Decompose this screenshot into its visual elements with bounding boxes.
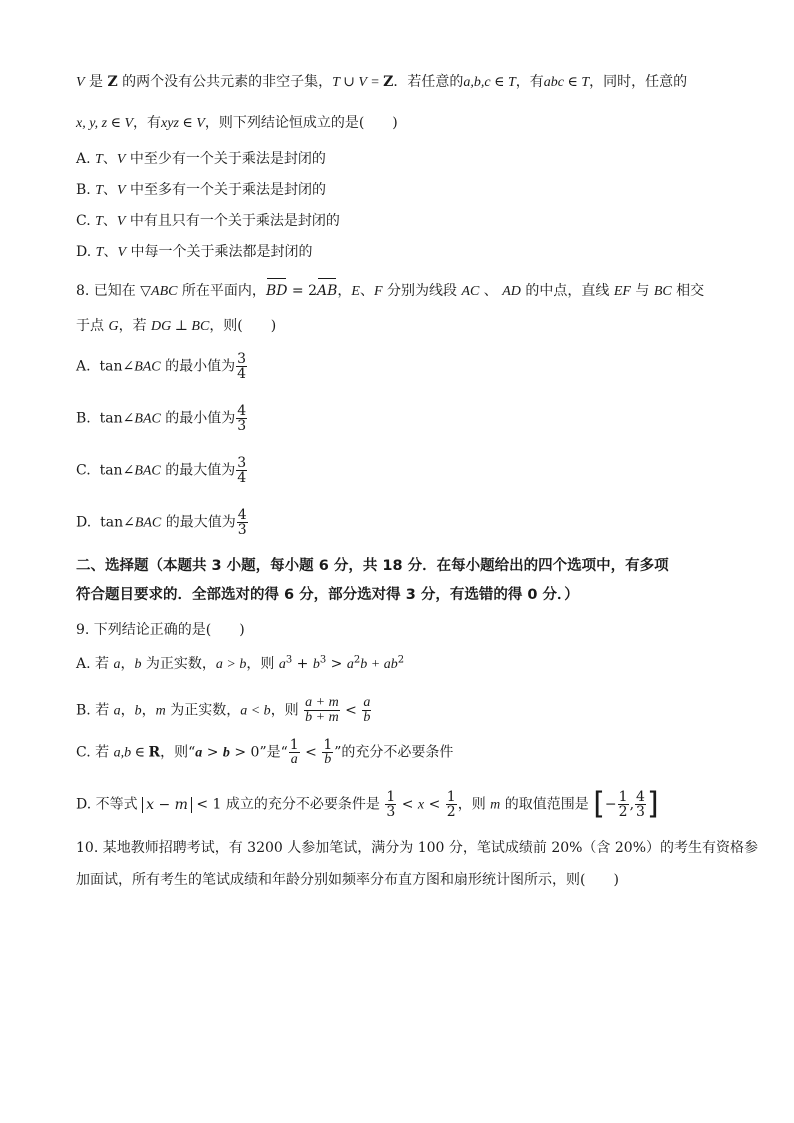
q9-option-b[interactable]: B. 若 a，b，m 为正实数，a < b，则 $\frac{a + m}{b + m}$ < $\frac{a}{b}$ — [76, 695, 371, 725]
vector-ab: AB — [317, 283, 338, 299]
fraction: $\frac{3}{4}$ — [237, 455, 247, 486]
section-heading-line2: 符合题目要求的．全部选对的得 6 分，部分选对得 3 分，有选错的得 0 分．） — [76, 587, 579, 603]
q7-option-d[interactable]: D. T、V 中每一个关于乘法都是封闭的 — [76, 244, 313, 260]
q7-option-b[interactable]: B. T、V 中至多有一个关于乘法是封闭的 — [76, 182, 327, 198]
fraction: $\frac{1}{a}$ — [289, 737, 299, 767]
vector-bd: BD — [265, 283, 288, 299]
fraction: $\frac{4}{3}$ — [237, 403, 247, 434]
q7-stem-line1: V 是 Z 的两个没有公共元素的非空子集，T ∪ V = Z．若任意的a,b,c ∈ T，有abc ∈ T，同时，任意的 — [76, 74, 688, 90]
q7-stem-line2: x, y, z ∈ V，有xyz ∈ V，则下列结论恒成立的是( ) — [76, 115, 398, 131]
q8-stem-line2: 于点 G，若 DG ⊥ BC，则( ) — [76, 318, 277, 334]
q9-option-a[interactable]: A. 若 a，b 为正实数，a > b，则 $a^3 + b^3 > a^2b + ab^2$ — [76, 654, 405, 672]
fraction: $\frac{1}{2}$ — [618, 789, 628, 820]
q10-stem-line2: 加面试，所有考生的笔试成绩和年龄分别如频率分布直方图和扇形统计图所示，则( ) — [76, 872, 619, 888]
q9-stem: 9. 下列结论正确的是( ) — [76, 622, 245, 638]
q9-option-d[interactable]: D. 不等式 x − m < 1 成立的充分不必要条件是 $\frac{1}{3}$ < x < $\frac{1}{2}$ ，则 m 的取值范围是 [− $\frac{1}{2}$ , $\frac{4}{3}$ ] — [76, 786, 659, 822]
fraction: $\frac{1}{b}$ — [323, 737, 333, 767]
q8-option-b[interactable]: B. tan∠BAC 的最小值为 $\frac{4}{3}$ — [76, 403, 247, 434]
fraction: $\frac{3}{4}$ — [237, 351, 247, 382]
fraction: $\frac{4}{3}$ — [636, 789, 645, 820]
fraction: $\frac{4}{3}$ — [237, 507, 247, 538]
absolute-value: x − m — [142, 797, 192, 813]
q7-option-a[interactable]: A. T、V 中至少有一个关于乘法是封闭的 — [76, 151, 326, 167]
fraction: $\frac{a + m}{b + m}$ — [305, 695, 339, 725]
q9-option-c[interactable]: C. 若 a,b ∈ R，则“a > b > 0”是“ $\frac{1}{a}$ < $\frac{1}{b}$ ”的充分不必要条件 — [76, 737, 454, 767]
q8-option-d[interactable]: D. tan∠BAC 的最大值为 $\frac{4}{3}$ — [76, 507, 247, 538]
q8-option-c[interactable]: C. tan∠BAC 的最大值为 $\frac{3}{4}$ — [76, 455, 247, 486]
q7-option-c[interactable]: C. T、V 中有且只有一个关于乘法是封闭的 — [76, 213, 340, 229]
section-heading-line1: 二、选择题（本题共 3 小题，每小题 6 分，共 18 分．在每小题给出的四个选项中，有多项 — [76, 558, 669, 574]
fraction: $\frac{1}{3}$ — [386, 789, 396, 820]
q8-option-a[interactable]: A. tan∠BAC 的最小值为 $\frac{3}{4}$ — [76, 351, 247, 382]
q8-stem-line1: 8. 已知在 ▽ABC 所在平面内，BD = 2AB，E、F 分别为线段 AC 、 AD 的中点，直线 EF 与 BC 相交 — [76, 283, 705, 299]
fraction: $\frac{1}{2}$ — [446, 789, 456, 820]
fraction: $\frac{a}{b}$ — [363, 695, 371, 725]
q10-stem-line1: 10. 某地教师招聘考试，有 3200 人参加笔试，满分为 100 分，笔试成绩前 20%（含 20%）的考生有资格参 — [76, 840, 758, 856]
